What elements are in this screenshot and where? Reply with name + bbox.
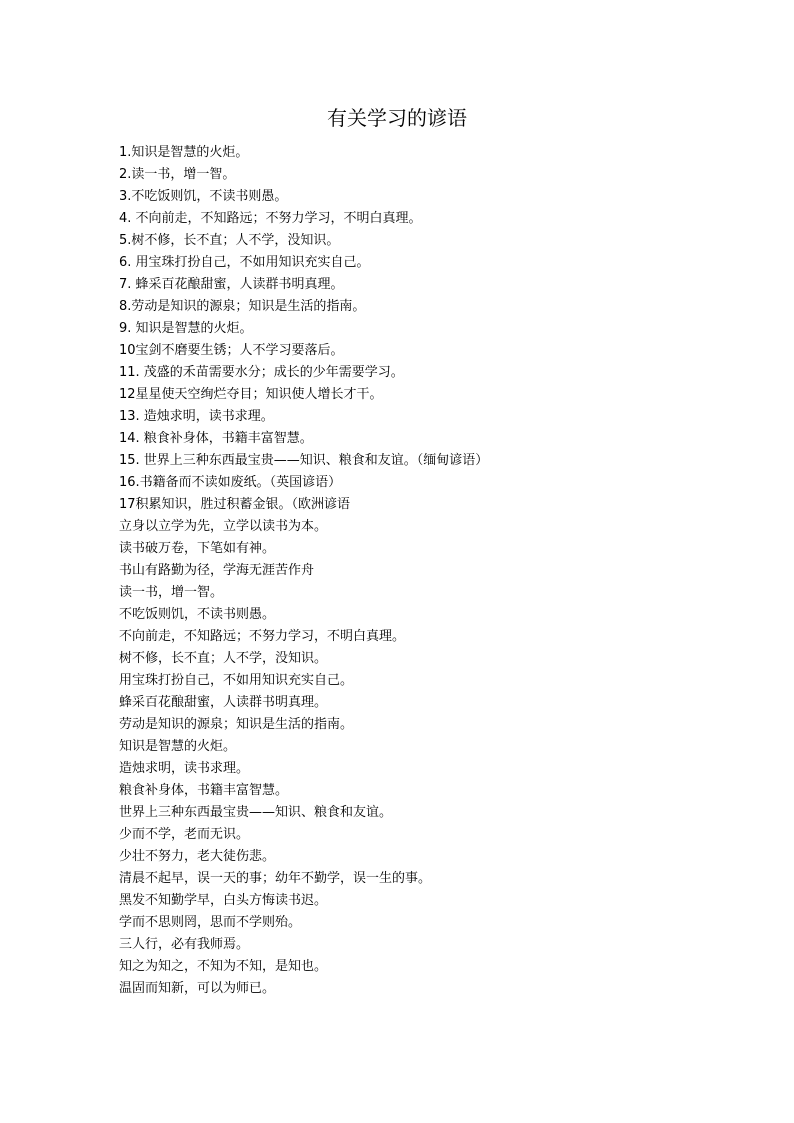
proverb-line: 6. 用宝珠打扮自己，不如用知识充实自己。 xyxy=(119,255,370,270)
proverb-line: 劳动是知识的源泉；知识是生活的指南。 xyxy=(119,717,354,732)
proverb-line: 温固而知新，可以为师已。 xyxy=(119,981,276,996)
proverb-line: 12星星使天空绚烂夺目；知识使人增长才干。 xyxy=(119,387,383,402)
proverb-line: 8.劳动是知识的源泉；知识是生活的指南。 xyxy=(119,299,366,314)
proverb-line: 树不修，长不直；人不学，没知识。 xyxy=(119,651,328,666)
proverb-line: 学而不思则罔，思而不学则殆。 xyxy=(119,915,302,930)
proverb-line: 世界上三种东西最宝贵——知识、粮食和友谊。 xyxy=(119,805,393,820)
proverb-line: 书山有路勤为径，学海无涯苦作舟 xyxy=(119,563,315,578)
proverb-line: 少壮不努力，老大徒伤悲。 xyxy=(119,849,276,864)
proverb-line: 不向前走，不知路远；不努力学习，不明白真理。 xyxy=(119,629,406,644)
proverb-line: 3.不吃饭则饥，不读书则愚。 xyxy=(119,189,288,204)
proverb-line: 黑发不知勤学早，白头方悔读书迟。 xyxy=(119,893,328,908)
proverb-line: 4. 不向前走，不知路远；不努力学习，不明白真理。 xyxy=(119,211,422,226)
proverb-line: 粮食补身体，书籍丰富智慧。 xyxy=(119,783,289,798)
proverb-line: 7. 蜂采百花酿甜蜜，人读群书明真理。 xyxy=(119,277,344,292)
proverb-line: 读书破万卷，下笔如有神。 xyxy=(119,541,276,556)
proverb-line: 用宝珠打扮自己，不如用知识充实自己。 xyxy=(119,673,354,688)
proverb-line: 三人行，必有我师焉。 xyxy=(119,937,250,952)
proverb-line: 立身以立学为先，立学以读书为本。 xyxy=(119,519,328,534)
proverb-line: 14. 粮食补身体，书籍丰富智慧。 xyxy=(119,431,313,446)
proverb-line: 清晨不起早，误一天的事；幼年不勤学，误一生的事。 xyxy=(119,871,432,886)
document-title: 有关学习的谚语 xyxy=(327,106,467,130)
proverb-line: 少而不学，老而无识。 xyxy=(119,827,250,842)
proverb-line: 1.知识是智慧的火炬。 xyxy=(119,145,249,160)
proverb-line: 不吃饭则饥，不读书则愚。 xyxy=(119,607,276,622)
proverb-line: 16.书籍备而不读如废纸。（英国谚语） xyxy=(119,475,342,490)
proverb-line: 11. 茂盛的禾苗需要水分；成长的少年需要学习。 xyxy=(119,365,404,380)
proverb-line: 5.树不修，长不直；人不学，没知识。 xyxy=(119,233,340,248)
proverb-line: 17积累知识，胜过积蓄金银。（欧洲谚语 xyxy=(119,497,351,512)
proverb-line: 读一书，增一智。 xyxy=(119,585,224,600)
proverb-line: 2.读一书，增一智。 xyxy=(119,167,236,182)
proverb-list xyxy=(119,142,719,1000)
proverb-line: 13. 造烛求明，读书求理。 xyxy=(119,409,274,424)
proverb-line: 15. 世界上三种东西最宝贵——知识、粮食和友谊。（缅甸谚语） xyxy=(119,453,489,468)
proverb-line: 造烛求明，读书求理。 xyxy=(119,761,250,776)
proverb-line: 10宝剑不磨要生锈；人不学习要落后。 xyxy=(119,343,344,358)
proverb-line: 9. 知识是智慧的火炬。 xyxy=(119,321,253,336)
proverb-line: 蜂采百花酿甜蜜，人读群书明真理。 xyxy=(119,695,328,710)
proverb-line: 知之为知之，不知为不知，是知也。 xyxy=(119,959,328,974)
proverb-line: 知识是智慧的火炬。 xyxy=(119,739,237,754)
